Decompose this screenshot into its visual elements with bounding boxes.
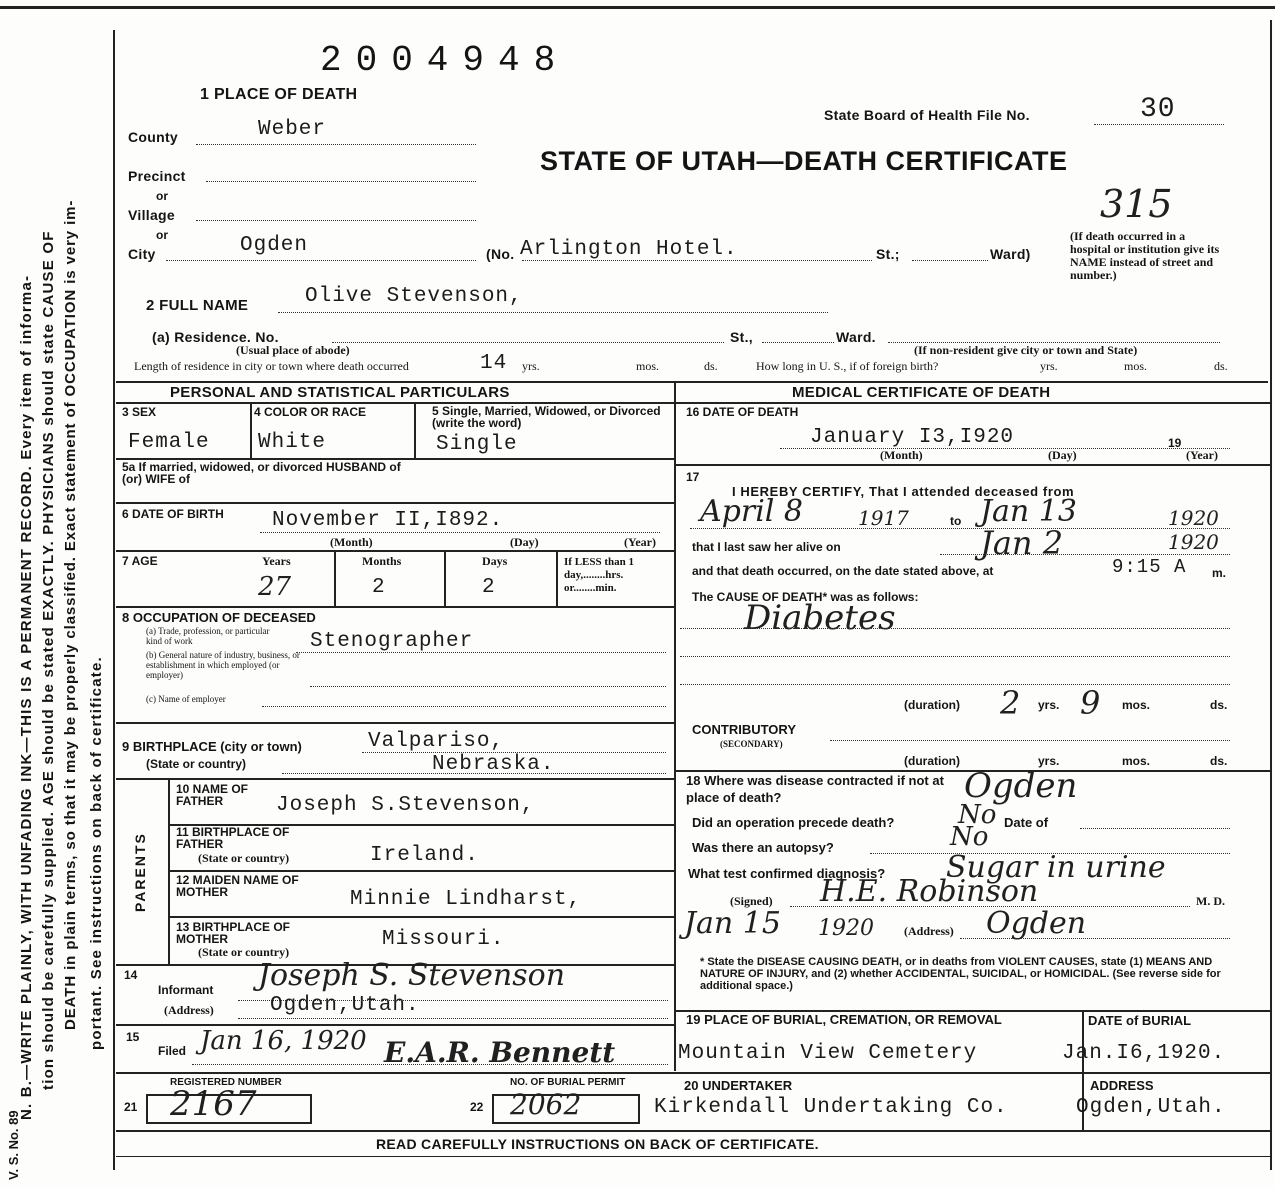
medical-heading: MEDICAL CERTIFICATE OF DEATH — [792, 384, 1051, 401]
days-col-label: Days — [482, 554, 508, 568]
full-name-label: 2 FULL NAME — [146, 297, 249, 314]
father-name-label: 10 NAME OF FATHER — [176, 782, 249, 808]
father-birthplace-sub: (State or country) — [198, 851, 290, 865]
last-saw-year: 1920 — [1168, 530, 1219, 554]
mos-label: mos. — [1124, 359, 1148, 373]
duration-label: (duration) — [904, 754, 960, 768]
color-label: 4 COLOR OR RACE — [254, 405, 367, 419]
how-long-us-label: How long in U. S., if of foreign birth? — [756, 359, 939, 373]
occupation-label: 8 OCCUPATION OF DECEASED — [122, 610, 316, 625]
month-label: (Month) — [330, 535, 373, 549]
precinct-label: Precinct — [128, 168, 186, 184]
burial-place-label: 19 PLACE OF BURIAL, CREMATION, OR REMOVAL — [686, 1012, 1002, 1027]
certify-text: I HEREBY CERTIFY, That I attended deceased from — [732, 484, 1075, 499]
parents-label: PARENTS — [132, 832, 148, 912]
physician-address: Ogden — [986, 906, 1087, 941]
autopsy-label: Was there an autopsy? — [692, 840, 834, 855]
mother-birthplace-value: Missouri. — [382, 928, 505, 951]
cause-footnote: * State the DISEASE CAUSING DEATH, or in deaths from VIOLENT CAUSES, state (1) MEANS AND NATURE OF INJURY, and (2) whether ACCIDENTAL, SUICIDAL, or HOMICIDAL. (See reverse side for additional space.) — [700, 956, 1221, 992]
day-label: (Day) — [1048, 448, 1077, 462]
contracted-value: Ogden — [964, 766, 1078, 806]
age-days-value: 2 — [482, 576, 496, 599]
residence-label: (a) Residence. No. — [152, 329, 279, 345]
birthplace-state-label: (State or country) — [146, 757, 247, 771]
file-no-label: State Board of Health File No. — [824, 107, 1030, 123]
filed-number: 15 — [126, 1030, 140, 1044]
ward-label: Ward) — [990, 246, 1031, 262]
undertaker-label: 20 UNDERTAKER — [684, 1078, 793, 1093]
city-label: City — [128, 246, 156, 262]
or-label: or — [156, 228, 168, 242]
years-col-label: Years — [262, 554, 291, 568]
ds-label: ds. — [1210, 698, 1228, 712]
mother-birthplace-sub: (State or country) — [198, 945, 290, 959]
death-time-label: and that death occurred, on the date stated above, at — [692, 564, 994, 578]
md-label: M. D. — [1196, 894, 1225, 908]
duration-months: 9 — [1080, 684, 1101, 722]
signed-label: (Signed) — [730, 894, 773, 908]
filed-label: Filed — [158, 1044, 187, 1058]
mother-name-label: 12 MAIDEN NAME OF MOTHER — [176, 873, 299, 899]
contributory-label: CONTRIBUTORY — [692, 722, 796, 737]
reg-number-label: REGISTERED NUMBER — [170, 1077, 282, 1088]
attend-to: Jan 13 — [980, 494, 1077, 529]
spouse-label: 5a If married, widowed, or divorced HUSBAND of (or) WIFE of — [122, 460, 401, 486]
age-months-value: 2 — [372, 576, 386, 599]
certificate-title: STATE OF UTAH—DEATH CERTIFICATE — [540, 146, 1068, 176]
cause-value: Diabetes — [744, 598, 896, 638]
month-label: (Month) — [880, 448, 923, 462]
item-17-number: 17 — [686, 470, 700, 484]
date-of-label: Date of — [1004, 815, 1049, 830]
secondary-label: (SECONDARY) — [720, 739, 783, 749]
street-st-label: St.; — [876, 246, 900, 262]
occupation-sub-b: (b) General nature of industry, business, or establishment in which employed (or employer) — [146, 650, 300, 680]
year-label: (Year) — [624, 535, 656, 549]
last-saw-date: Jan 2 — [980, 524, 1064, 562]
attend-to-year: 1920 — [1168, 506, 1219, 530]
burial-place-value: Mountain View Cemetery — [678, 1042, 978, 1065]
duration-label: (duration) — [904, 698, 960, 712]
signature-year: 1920 — [818, 916, 874, 941]
yrs-label: yrs. — [522, 359, 540, 373]
operation-value: No — [958, 800, 997, 830]
burial-permit-value: 2062 — [510, 1088, 582, 1121]
contracted-label: 18 Where was disease contracted if not at place of death? — [686, 773, 944, 805]
m-label: m. — [1212, 566, 1227, 580]
operation-label: Did an operation precede death? — [692, 815, 895, 830]
burial-permit-label: NO. OF BURIAL PERMIT — [510, 1077, 626, 1088]
village-label: Village — [128, 207, 175, 223]
birthplace-city: Valpariso, — [368, 730, 505, 753]
full-name-value: Olive Stevenson, — [305, 285, 523, 308]
occupation-sub-a: (a) Trade, profession, or particular kind of work — [146, 626, 270, 646]
city-value: Ogden — [240, 234, 309, 257]
margin-line-2: tion should be carefully supplied. AGE should be stated EXACTLY. PHYSICIANS should state CAUSE OF — [40, 230, 57, 1090]
marital-value: Single — [436, 433, 518, 456]
personal-heading: PERSONAL AND STATISTICAL PARTICULARS — [170, 384, 510, 401]
undertaker-value: Kirkendall Undertaking Co. — [654, 1096, 1008, 1119]
usual-abode-note: (Usual place of abode) — [236, 343, 350, 357]
dob-value: November II,I892. — [272, 509, 504, 532]
occupation-sub-c: (c) Name of employer — [146, 694, 226, 704]
attend-from: April 8 — [700, 494, 804, 529]
filed-date: Jan 16, 1920 — [200, 1026, 367, 1056]
dob-label: 6 DATE OF BIRTH — [122, 507, 224, 521]
father-birthplace-label: 11 BIRTHPLACE OF FATHER — [176, 825, 290, 851]
to-label: to — [950, 514, 962, 528]
sex-value: Female — [128, 431, 210, 454]
informant-signature: Joseph S. Stevenson — [258, 958, 566, 993]
year-label: (Year) — [1186, 448, 1218, 462]
yrs-label: yrs. — [1040, 359, 1058, 373]
yrs-label: yrs. — [1038, 698, 1060, 712]
date-of-death-label: 16 DATE OF DEATH — [686, 405, 799, 419]
attend-from-year: 1917 — [858, 506, 909, 530]
cause-label: The CAUSE OF DEATH* was as follows: — [692, 590, 919, 604]
ds-label: ds. — [1210, 754, 1228, 768]
father-name-value: Joseph S.Stevenson, — [276, 794, 535, 817]
father-birthplace-value: Ireland. — [370, 844, 479, 867]
mother-name-value: Minnie Lindharst, — [350, 888, 582, 911]
residence-ward-label: Ward. — [836, 329, 876, 345]
burial-date-value: Jan.I6,1920. — [1062, 1042, 1226, 1065]
form-number: V. S. No. 89 — [6, 1110, 21, 1180]
sex-label: 3 SEX — [122, 405, 157, 419]
mos-label: mos. — [1122, 754, 1151, 768]
ds-label: ds. — [704, 359, 718, 373]
county-label: County — [128, 129, 179, 145]
day-label: (Day) — [510, 535, 539, 549]
undertaker-address-label: ADDRESS — [1090, 1078, 1154, 1093]
length-years: 14 — [480, 352, 508, 375]
margin-line-1: N. B.—WRITE PLAINLY, WITH UNFADING INK—THIS IS A PERMANENT RECORD. Every item of informa- — [18, 274, 35, 1120]
death-time-value: 9:15 A — [1112, 556, 1187, 578]
physician-address-label: (Address) — [904, 924, 954, 938]
test-label: What test confirmed diagnosis? — [688, 866, 886, 881]
hospital-note: (If death occurred in a hospital or institution give its NAME instead of street and number.) — [1070, 229, 1220, 282]
signature-date: Jan 15 — [684, 906, 781, 941]
last-saw-label: that I last saw her alive on — [692, 540, 841, 554]
registrar-signature: E.A.R. Bennett — [384, 1036, 616, 1069]
yrs-label: yrs. — [1038, 754, 1060, 768]
residence-st-label: St., — [730, 329, 753, 345]
county-value: Weber — [258, 118, 327, 141]
age-label: 7 AGE — [122, 554, 158, 568]
place-of-death-label: 1 PLACE OF DEATH — [200, 86, 358, 103]
occupation-value: Stenographer — [310, 630, 474, 653]
informant-address: Ogden,Utah. — [270, 994, 420, 1017]
undertaker-address-value: Ogden,Utah. — [1076, 1096, 1226, 1119]
street-value: Arlington Hotel. — [520, 238, 738, 261]
autopsy-value: No — [950, 822, 989, 852]
months-col-label: Months — [362, 554, 402, 568]
mos-label: mos. — [636, 359, 660, 373]
physician-signature: H.E. Robinson — [820, 874, 1039, 909]
stamp-number: 315 — [1100, 182, 1173, 226]
nineteen-label: 19 — [1168, 436, 1182, 450]
mother-birthplace-label: 13 BIRTHPLACE OF MOTHER — [176, 920, 291, 946]
test-value: Sugar in urine — [946, 850, 1166, 885]
marital-label: 5 Single, Married, Widowed, or Divorced (write the word) — [432, 404, 661, 430]
ds-label: ds. — [1214, 359, 1228, 373]
burial-permit-num: 22 — [470, 1100, 484, 1114]
file-no-value: 30 — [1140, 94, 1176, 125]
length-residence-label: Length of residence in city or town where death occurred — [134, 359, 409, 373]
birthplace-label: 9 BIRTHPLACE (city or town) — [122, 739, 302, 754]
burial-date-label: DATE of BURIAL — [1088, 1013, 1192, 1028]
certificate-number: 2004948 — [320, 40, 570, 81]
informant-address-label: (Address) — [164, 1003, 214, 1017]
less-than-day-label: If LESS than 1 day,........hrs. or........min. — [564, 556, 635, 594]
margin-line-4: portant. See instructions on back of certificate. — [88, 656, 105, 1050]
or-label: or — [156, 189, 168, 203]
color-value: White — [258, 431, 327, 454]
duration-years: 2 — [1000, 684, 1021, 722]
informant-number: 14 — [124, 968, 138, 982]
footer-instructions: READ CAREFULLY INSTRUCTIONS ON BACK OF CERTIFICATE. — [376, 1136, 819, 1152]
age-years-value: 27 — [258, 572, 292, 602]
street-no-label: (No. — [486, 246, 515, 262]
reg-number-value: 2167 — [170, 1084, 257, 1124]
nonresident-note: (If non-resident give city or town and State) — [914, 343, 1138, 357]
informant-label: Informant — [158, 983, 214, 997]
mos-label: mos. — [1122, 698, 1151, 712]
reg-number-num: 21 — [124, 1100, 138, 1114]
date-of-death-value: January I3,I920 — [810, 426, 1015, 449]
margin-line-3: DEATH in plain terms, so that it may be properly classified. Exact statement of OCCUPATION is very im- — [62, 199, 79, 1030]
birthplace-state: Nebraska. — [432, 753, 555, 776]
